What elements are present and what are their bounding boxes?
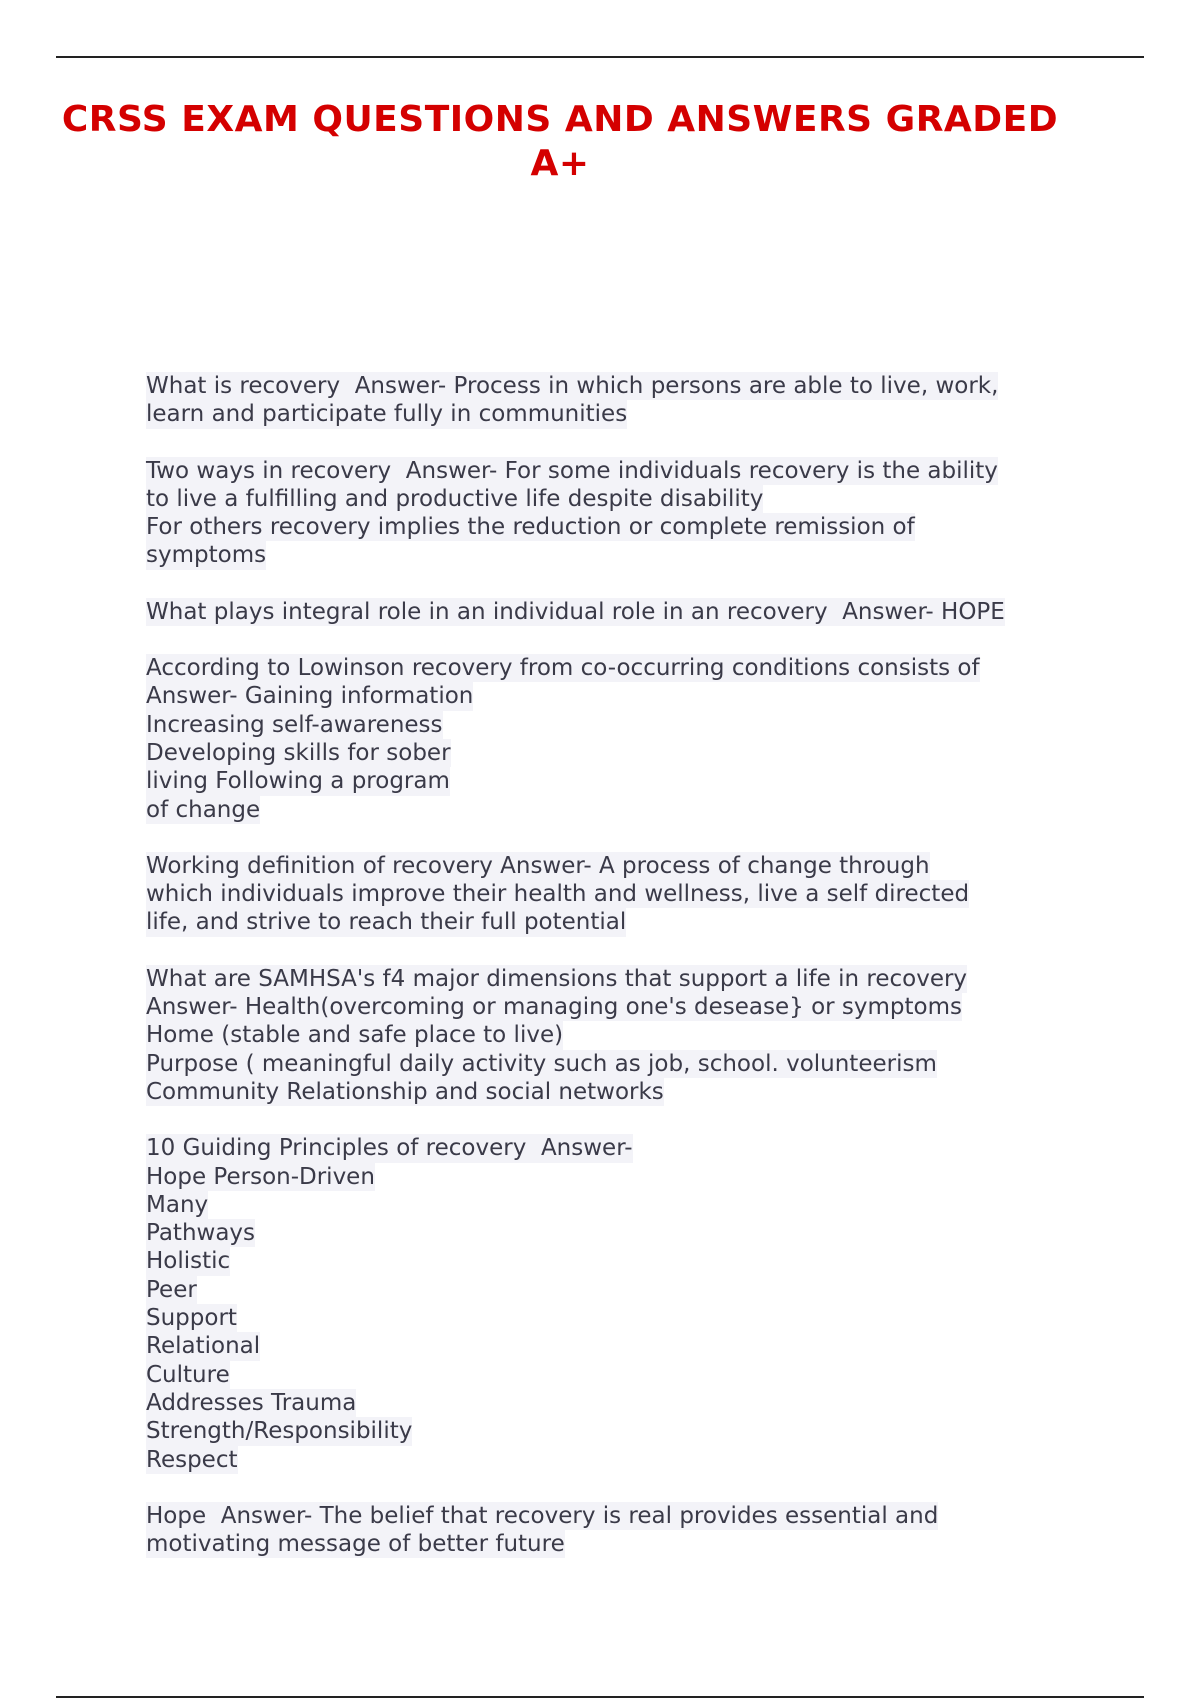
page-title: CRSS EXAM QUESTIONS AND ANSWERS GRADED A+ bbox=[61, 99, 1059, 184]
qa-line: Community Relationship and social networks bbox=[146, 1078, 664, 1105]
qa-item bbox=[146, 598, 1066, 626]
qa-line: What are SAMHSA's f4 major dimensions that support a life in recovery bbox=[146, 965, 968, 992]
qa-line: Answer- Gaining information bbox=[146, 683, 474, 710]
qa-line: Increasing self-awareness bbox=[146, 711, 443, 738]
qa-line: Culture bbox=[146, 1361, 230, 1388]
qa-line: of change bbox=[146, 796, 261, 823]
qa-item bbox=[146, 457, 1066, 570]
qa-line: Purpose ( meaningful daily activity such as job, school. volunteerism bbox=[146, 1050, 937, 1077]
qa-line: Hope Answer- The belief that recovery is real provides essential and bbox=[146, 1502, 939, 1529]
qa-line: According to Lowinson recovery from co-occurring conditions consists of bbox=[146, 655, 980, 682]
qa-line: Holistic bbox=[146, 1248, 231, 1275]
qa-line: Support bbox=[146, 1305, 237, 1332]
qa-line: Respect bbox=[146, 1446, 238, 1473]
qa-line: For others recovery implies the reduction or complete remission of bbox=[146, 514, 915, 541]
qa-line: Home (stable and safe place to live) bbox=[146, 1022, 564, 1049]
qa-item bbox=[146, 852, 1066, 937]
qa-line: Two ways in recovery Answer- For some individuals recovery is the ability bbox=[146, 457, 998, 484]
qa-line: Peer bbox=[146, 1276, 197, 1303]
qa-line: Hope Person-Driven bbox=[146, 1163, 375, 1190]
qa-line: Working definition of recovery Answer- A process of change through bbox=[146, 852, 930, 879]
qa-line: Relational bbox=[146, 1333, 261, 1360]
qa-line: 10 Guiding Principles of recovery Answer- bbox=[146, 1135, 633, 1162]
qa-line: motivating message of better future bbox=[146, 1531, 565, 1558]
qa-line: learn and participate fully in communities bbox=[146, 401, 628, 428]
qa-item bbox=[146, 1502, 1066, 1559]
qa-item bbox=[146, 1134, 1066, 1474]
qa-line: Strength/Responsibility bbox=[146, 1418, 413, 1445]
qa-line: life, and strive to reach their full potential bbox=[146, 909, 627, 936]
qa-line: living Following a program bbox=[146, 768, 450, 795]
qa-line: Pathways bbox=[146, 1220, 256, 1247]
qa-list bbox=[146, 372, 1066, 1586]
qa-line: symptoms bbox=[146, 542, 267, 569]
qa-line: What plays integral role in an individual role in an recovery Answer- HOPE bbox=[146, 598, 1005, 625]
footer-rule bbox=[56, 1696, 1144, 1698]
qa-line: Addresses Trauma bbox=[146, 1389, 357, 1416]
header-rule bbox=[56, 56, 1144, 58]
qa-line: Developing skills for sober bbox=[146, 739, 451, 766]
qa-line: What is recovery Answer- Process in which persons are able to live, work, bbox=[146, 373, 999, 399]
qa-item bbox=[146, 372, 1066, 429]
qa-item bbox=[146, 965, 1066, 1106]
qa-line: which individuals improve their health and wellness, live a self directed bbox=[146, 881, 970, 908]
qa-item bbox=[146, 654, 1066, 824]
qa-line: to live a fulfilling and productive life despite disability bbox=[146, 485, 764, 512]
qa-line: Answer- Health(overcoming or managing one's desease} or symptoms bbox=[146, 994, 963, 1021]
qa-line: Many bbox=[146, 1191, 209, 1218]
